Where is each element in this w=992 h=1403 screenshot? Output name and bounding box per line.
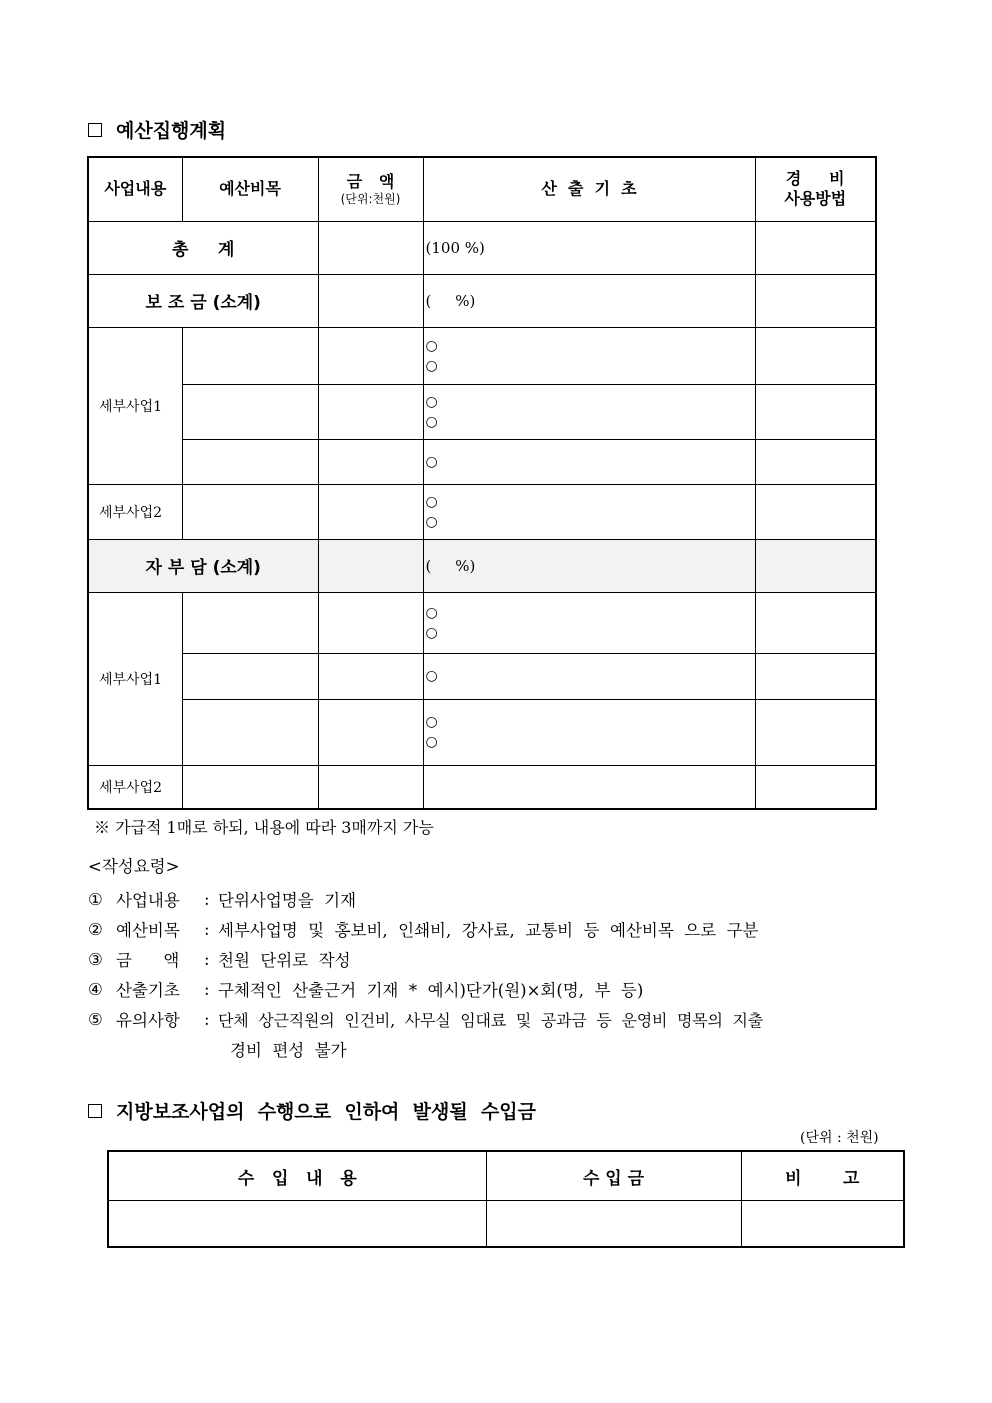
item-cell[interactable]	[182, 484, 318, 539]
amount-cell[interactable]	[318, 384, 423, 439]
header-business: 사업내용	[88, 157, 182, 221]
amount-cell[interactable]	[318, 765, 423, 809]
circle-bullet-icon: ○	[425, 714, 438, 730]
total-amount-cell[interactable]	[318, 221, 423, 274]
amount-cell[interactable]	[318, 439, 423, 484]
self-sub1-row	[88, 592, 876, 653]
self-sub2-label: 세부사업2	[88, 765, 182, 809]
basis-cell[interactable]	[423, 384, 755, 439]
header-usage-line2: 사용방법	[784, 189, 847, 209]
circle-bullet-icon: ○	[425, 604, 438, 621]
subsidy-sub1-row	[88, 439, 876, 484]
section-budget-plan-title	[88, 116, 226, 143]
guide-item-key: 금 액	[116, 951, 180, 970]
self-sub1-row	[88, 653, 876, 699]
guide-list	[88, 884, 918, 1064]
table-header-row	[88, 157, 876, 221]
basis-cell[interactable]	[423, 765, 755, 809]
guide-item-key: 유의사항	[116, 1011, 180, 1030]
usage-cell[interactable]	[755, 699, 876, 765]
guide-item-number: ②	[88, 919, 103, 939]
circle-bullet-icon: ○	[425, 734, 438, 750]
total-row	[88, 221, 876, 274]
self-label: 자 부 담 (소계)	[88, 539, 318, 592]
header-usage	[755, 157, 876, 221]
budget-plan-table	[87, 156, 877, 810]
item-cell[interactable]	[182, 653, 318, 699]
guide-item	[88, 944, 918, 974]
header-item: 예산비목	[182, 157, 318, 221]
guide-item-colon: :	[204, 919, 210, 939]
guide-item	[88, 974, 918, 1004]
subsidy-sub2-label: 세부사업2	[88, 484, 182, 539]
guide-item-text: 천원 단위로 작성	[218, 951, 351, 970]
self-amount-cell[interactable]	[318, 539, 423, 592]
basis-cell[interactable]	[423, 699, 755, 765]
basis-cell[interactable]	[423, 327, 755, 384]
income-header-amount: 수 입 금	[486, 1151, 741, 1201]
circle-bullet-icon: ○	[425, 357, 438, 374]
section-title-text: 지방보조사업의 수행으로 인하여 발생될 수입금	[116, 1101, 536, 1123]
item-cell[interactable]	[182, 592, 318, 653]
guide-item-number: ⑤	[88, 1009, 103, 1029]
item-cell[interactable]	[182, 384, 318, 439]
basis-cell[interactable]	[423, 439, 755, 484]
income-header-content: 수 입 내 용	[108, 1151, 486, 1201]
guide-item-number: ①	[88, 889, 103, 909]
income-data-row	[108, 1201, 904, 1247]
guide-item-text: 구체적인 산출근거 기재 * 예시)단가(원)×회(명, 부 등)	[218, 981, 644, 1000]
circle-bullet-icon: ○	[425, 393, 438, 410]
item-cell[interactable]	[182, 327, 318, 384]
subsidy-sub1-row	[88, 327, 876, 384]
subsidy-basis: ( %)	[423, 274, 755, 327]
usage-cell[interactable]	[755, 592, 876, 653]
guide-item-key: 예산비목	[116, 921, 180, 940]
self-row	[88, 539, 876, 592]
guide-title: <작성요령>	[88, 857, 180, 876]
amount-cell[interactable]	[318, 327, 423, 384]
header-basis: 산 출 기 초	[423, 157, 755, 221]
section-title-text: 예산집행계획	[116, 120, 227, 142]
circle-bullet-icon: ○	[425, 337, 438, 354]
guide-item-key: 사업내용	[116, 891, 180, 910]
subsidy-label: 보 조 금 (소계)	[88, 274, 318, 327]
guide-item	[88, 914, 918, 944]
header-amount-unit: (단위:천원)	[340, 192, 401, 207]
subsidy-row	[88, 274, 876, 327]
guide-item-colon: :	[204, 949, 210, 969]
income-content-cell[interactable]	[108, 1201, 486, 1247]
guide-item-continuation	[88, 1034, 918, 1064]
circle-bullet-icon: ○	[425, 413, 438, 430]
header-amount-label: 금 액	[346, 172, 395, 192]
amount-cell[interactable]	[318, 592, 423, 653]
usage-cell[interactable]	[755, 484, 876, 539]
checkbox-square-icon	[88, 123, 102, 137]
total-basis: (100 %)	[423, 221, 755, 274]
guide-item	[88, 1004, 918, 1034]
circle-bullet-icon: ○	[425, 624, 438, 641]
self-sub1-label: 세부사업1	[88, 592, 182, 765]
usage-cell[interactable]	[755, 765, 876, 809]
amount-cell[interactable]	[318, 653, 423, 699]
guide-item	[88, 884, 918, 914]
item-cell[interactable]	[182, 699, 318, 765]
amount-cell[interactable]	[318, 484, 423, 539]
subsidy-sub1-row	[88, 384, 876, 439]
total-usage-cell[interactable]	[755, 221, 876, 274]
checkbox-square-icon	[88, 1104, 102, 1118]
usage-cell[interactable]	[755, 653, 876, 699]
guide-item-text: 세부사업명 및 홍보비, 인쇄비, 강사료, 교통비 등 예산비목 으로 구분	[218, 921, 759, 940]
total-label: 총 계	[88, 221, 318, 274]
self-sub2-row	[88, 765, 876, 809]
usage-cell[interactable]	[755, 384, 876, 439]
guide-continuation-text: 경비 편성 불가	[230, 1041, 347, 1060]
income-table	[107, 1150, 905, 1248]
header-amount	[318, 157, 423, 221]
usage-cell[interactable]	[755, 439, 876, 484]
page-limit-note: ※ 가급적 1매로 하되, 내용에 따라 3매까지 가능	[94, 818, 434, 837]
guide-item-key: 산출기초	[116, 981, 180, 1000]
guide-item-number: ③	[88, 949, 103, 969]
income-unit-label: (단위 : 천원)	[800, 1130, 879, 1146]
self-basis: ( %)	[423, 539, 755, 592]
guide-item-text: 단위사업명을 기재	[218, 891, 357, 910]
header-usage-line1: 경 비	[785, 169, 845, 189]
self-sub1-row	[88, 699, 876, 765]
income-remarks-cell[interactable]	[741, 1201, 904, 1247]
item-cell[interactable]	[182, 439, 318, 484]
circle-bullet-icon: ○	[425, 453, 438, 470]
self-usage-cell[interactable]	[755, 539, 876, 592]
circle-bullet-icon: ○	[425, 513, 438, 530]
subsidy-usage-cell[interactable]	[755, 274, 876, 327]
circle-bullet-icon: ○	[425, 668, 438, 684]
guide-item-colon: :	[204, 889, 210, 909]
guide-item-colon: :	[204, 1009, 210, 1029]
basis-cell[interactable]	[423, 592, 755, 653]
section-income-title	[88, 1097, 536, 1124]
subsidy-amount-cell[interactable]	[318, 274, 423, 327]
usage-cell[interactable]	[755, 327, 876, 384]
subsidy-sub2-row	[88, 484, 876, 539]
income-amount-cell[interactable]	[486, 1201, 741, 1247]
basis-cell[interactable]	[423, 653, 755, 699]
income-header-row	[108, 1151, 904, 1201]
item-cell[interactable]	[182, 765, 318, 809]
subsidy-sub1-label: 세부사업1	[88, 327, 182, 484]
amount-cell[interactable]	[318, 699, 423, 765]
circle-bullet-icon: ○	[425, 493, 438, 510]
income-header-remarks: 비 고	[741, 1151, 904, 1201]
basis-cell[interactable]	[423, 484, 755, 539]
guide-item-text: 단체 상근직원의 인건비, 사무실 임대료 및 공과금 등 운영비 명목의 지출	[218, 1010, 764, 1030]
guide-item-number: ④	[88, 979, 103, 999]
guide-item-colon: :	[204, 979, 210, 999]
